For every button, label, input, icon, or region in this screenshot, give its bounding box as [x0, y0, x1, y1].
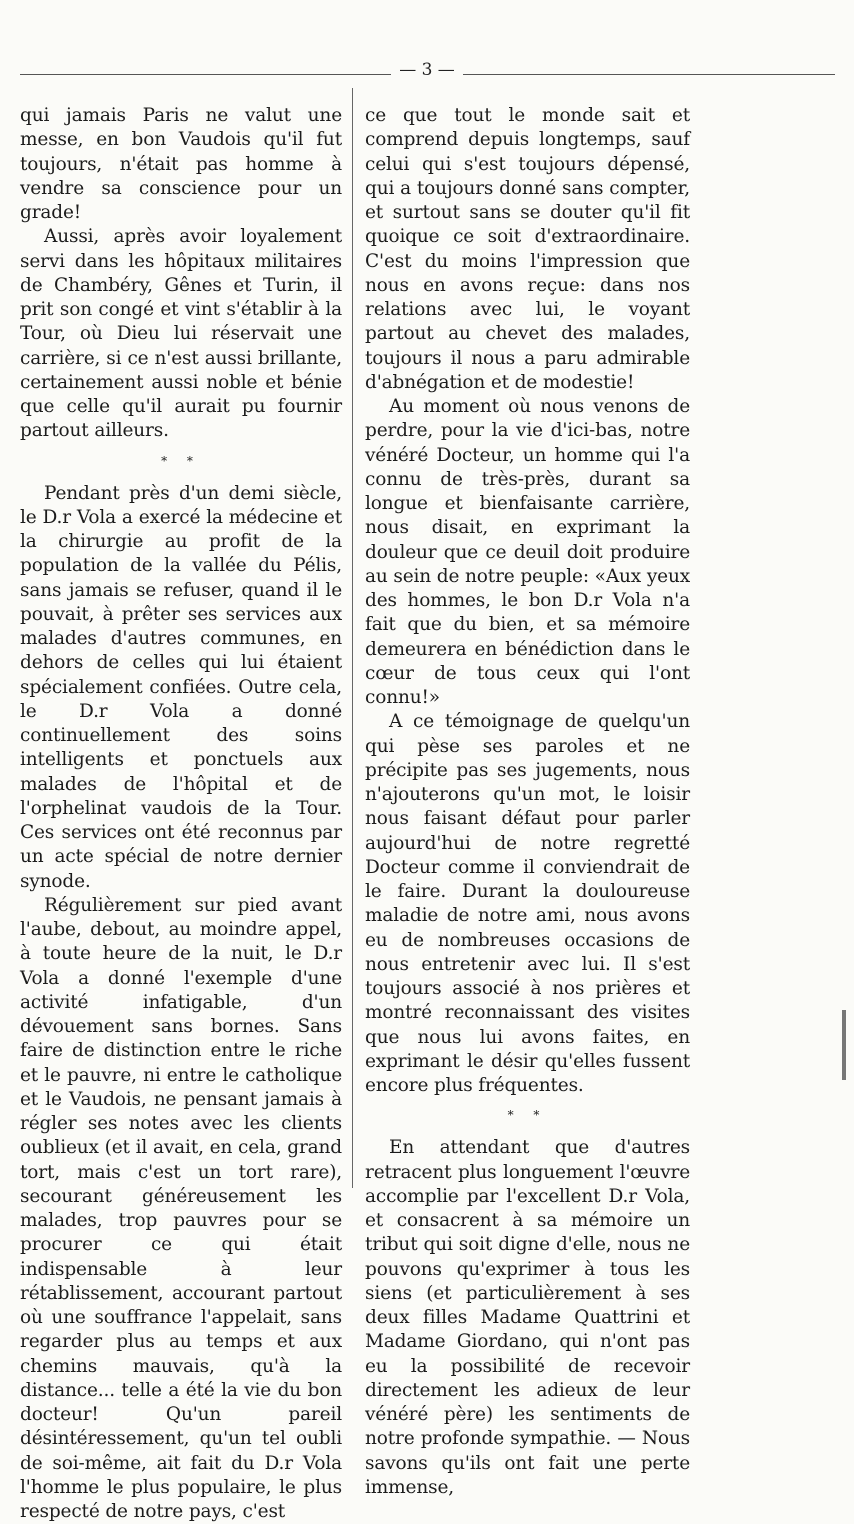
left-column	[20, 104, 342, 1524]
page-number	[0, 60, 854, 80]
paragraph: qui jamais Paris ne valut une messe, en bon Vaudois qu'il fut toujours, n'était pas homme à vendre sa conscience pour un grade!	[20, 105, 342, 223]
right-column	[365, 104, 690, 1500]
paragraph: Aussi, après avoir loyalement servi dans les hôpitaux militaires de Chambéry, Gênes et Turin, il prit son congé et vint s'établir à la Tour, où Dieu lui réservait une carrière, si ce n'est aussi brillante, certainement aussi noble et bénie que celle qu'il aurait pu fournir partout ailleurs.	[20, 226, 342, 442]
paragraph: Régulièrement sur pied avant l'aube, debout, au moindre appel, à toute heure de la nuit, le D.r Vola a donné l'exemple d'une activité infatigable, d'un dévouement sans bornes. Sans faire de distinction entre le riche et le pauvre, ni entre le catholique et le Vaudois, ne pensant jamais à régler ses notes avec les clients oublieux (et il avait, en cela, grand tort, mais c'est un tort rare), secourant généreusement les malades, trop pauvres pour se procurer ce qui était indispensable à leur rétablissement, accourant partout où une souffrance l'appelait, sans regarder plus au temps et aux chemins mauvais, qu'à la distance... telle a été la vie du bon docteur! Qu'un pareil désintéressement, qu'un tel oubli de soi-même, ait fait du D.r Vola l'homme le plus populaire, le plus respecté de notre pays, c'est	[20, 894, 342, 1522]
paragraph: Pendant près d'un demi siècle, le D.r Vola a exercé la médecine et la chirurgie au profit de la population de la vallée du Pélis, sans jamais se refuser, quand il le pouvait, à prêter ses services aux malades d'autres communes, en dehors de celles qui lui étaient spécialement confiées. Outre cela, le D.r Vola a donné continuellement des soins intelligents et ponctuels aux malades de l'hôpital et de l'orphelinat vaudois de la Tour. Ces services ont été reconnus par un acte spécial de notre dernier synode.	[20, 482, 342, 892]
paragraph: Au moment où nous venons de perdre, pour la vie d'ici-bas, notre vénéré Docteur, un homme qui l'a connu de très-près, durant sa longue et bienfaisante carrière, nous disait, en exprimant la douleur que ce deuil doit produire au sein de notre peuple: «Aux yeux des hommes, le bon D.r Vola n'a fait que du bien, et sa mémoire demeurera en bénédiction dans le cœur de tous ceux qui l'ont connu!»	[365, 396, 690, 708]
page-number-text: — 3 —	[391, 60, 463, 80]
section-separator: * *	[161, 453, 201, 468]
paragraph: ce que tout le monde sait et comprend depuis longtemps, sauf celui qui s'est toujours dépensé, qui a toujours donné sans compter, et surtout sans se douter qu'il fit quoique ce soit d'extraordinaire. C'est du moins l'impression que nous en avons reçue: dans nos relations avec lui, le voyant partout au chevet des malades, toujours il nous a paru admirable d'abnégation et de modestie!	[365, 105, 690, 393]
section-separator: * *	[507, 1108, 548, 1123]
paragraph: En attendant que d'autres retracent plus longuement l'œuvre accomplie par l'excellent D.r Vola, et consacrent à sa mémoire un tribut qui soit digne d'elle, nous ne pouvons qu'exprimer à tous les siens (et particulièrement à ses deux filles Madame Quattrini et Madame Giordano, qui n'ont pas eu la possibilité de recevoir directement les adieux de leur vénéré père) les sentiments de notre profonde sympathie. — Nous savons qu'ils ont fait une perte immense,	[365, 1137, 690, 1498]
margin-scan-mark	[842, 1010, 846, 1080]
column-divider	[352, 88, 353, 1188]
paragraph: A ce témoignage de quelqu'un qui pèse ses paroles et ne précipite pas ses jugements, nous n'ajouterons qu'un mot, le loisir nous faisant défaut pour parler aujourd'hui de notre regretté Docteur comme il conviendrait de le faire. Durant la douloureuse maladie de notre ami, nous avons eu de nombreuses occasions de nous entretenir avec lui. Il s'est toujours associé à nos prières et montré reconnaissant des visites que nous lui avons faites, en exprimant le désir qu'elles fussent encore plus fréquentes.	[365, 711, 690, 1096]
